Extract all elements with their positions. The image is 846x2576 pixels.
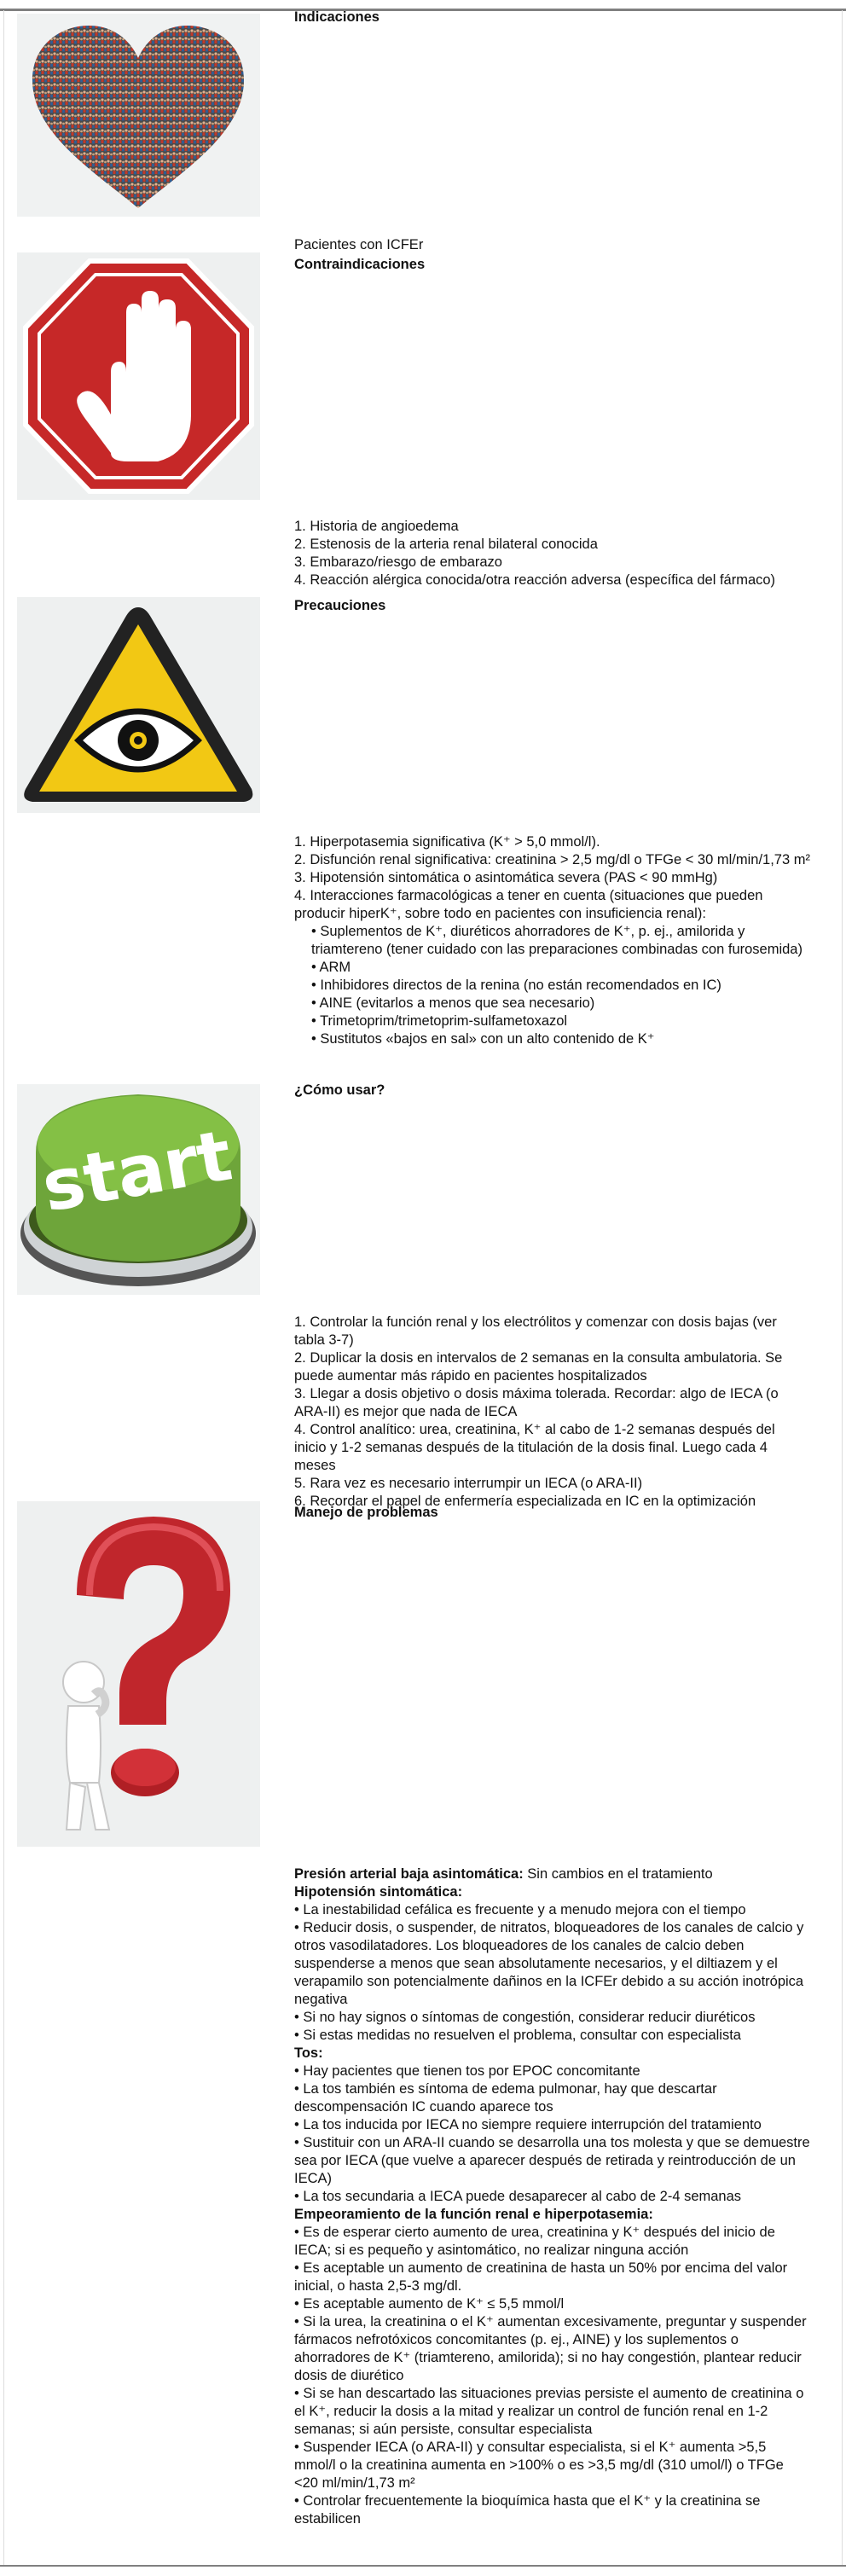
precauciones-sublist [294,923,810,1048]
list-item: • Si no hay signos o síntomas de congestión, considerar reducir diuréticos [294,2010,756,2025]
stop-hand-image [17,252,260,500]
heading-contraindicaciones: Contraindicaciones [294,257,426,272]
start-button-image [17,1084,260,1295]
list-item: 1. Hiperpotasemia significativa (K⁺ > 5,0 mmol/l). [294,834,600,850]
list-item: 1. Historia de angioedema [294,519,459,534]
list-item: • Es aceptable aumento de K⁺ ≤ 5,5 mmol/l [294,2296,565,2312]
list-item: 4. Control analítico: urea, creatinina, K⁺ al cabo de 1-2 semanas después del inicio y 1-2 semanas después de la titulación de la dosis final. Luego cada 4 meses [294,1422,775,1473]
list-item: 2. Disfunción renal significativa: creatinina > 2,5 mg/dl o TFGe < 30 ml/min/1,73 m² [294,852,810,867]
indicaciones-text: Pacientes con ICFEr [294,237,424,252]
precauciones-list [294,833,810,923]
sub-item: • AINE (evitarlos a menos que sea necesario) [311,995,595,1011]
hipotension-heading: Hipotensión sintomática: [294,1884,463,1900]
start-label: start [36,1115,238,1228]
list-item: 6. Recordar el papel de enfermería especializada en IC en la optimización [294,1494,756,1509]
list-item: • Es aceptable un aumento de creatinina de hasta un 50% por encima del valor inicial, o hasta 2,5-3 mg/dl. [294,2260,788,2294]
list-item: 4. Interacciones farmacológicas a tener en cuenta (situaciones que pueden producir hiperK⁺, sobre todo en pacientes con insuficiencia renal): [294,888,763,921]
list-item: 3. Embarazo/riesgo de embarazo [294,554,502,570]
list-item: 1. Controlar la función renal y los electrólitos y comenzar con dosis bajas (ver tabla 3-7) [294,1314,777,1348]
sub-item: • Suplementos de K⁺, diuréticos ahorradores de K⁺, p. ej., amilorida y triamtereno (tener cuidado con las preparaciones combinadas con furosemida) [311,924,803,957]
sub-item: • Inhibidores directos de la renina (no están recomendados en IC) [311,978,721,993]
tos-list [294,2063,810,2206]
presion-line [294,1865,810,1883]
list-item: • La inestabilidad cefálica es frecuente y a menudo mejora con el tiempo [294,1902,746,1917]
list-item: • Sustituir con un ARA-II cuando se desarrolla una tos molesta y que se demuestre sea por IECA (que vuelve a aparecer después de retirada y reintroducción de un IECA) [294,2135,810,2186]
presion-text: Sin cambios en el tratamiento [523,1866,713,1882]
list-item: 2. Estenosis de la arteria renal bilateral conocida [294,537,598,552]
sub-item: • Trimetoprim/trimetoprim-sulfametoxazol [311,1013,568,1029]
list-item: • Suspender IECA (o ARA-II) y consultar especialista, si el K⁺ aumenta >5,5 mmol/l o la creatinina aumenta en >100% o es >3,5 mg/dl (310 umol/l) o TFGe <20 ml/min/1,73 m² [294,2440,784,2491]
list-item: 2. Duplicar la dosis en intervalos de 2 semanas en la consulta ambulatoria. Se puede aumentar más rápido en pacientes hospitalizados [294,1350,783,1384]
bottom-rule [0,2565,846,2567]
list-item: 3. Hipotensión sintomática o asintomática severa (PAS < 90 mmHg) [294,870,718,885]
eye-warning-image [17,597,260,813]
right-border [842,10,843,2565]
heading-indicaciones: Indicaciones [294,9,380,25]
list-item: • Hay pacientes que tienen tos por EPOC concomitante [294,2063,640,2079]
list-item: • Si estas medidas no resuelven el problema, consultar con especialista [294,2028,741,2043]
contraindicaciones-list [294,518,810,589]
renal-list [294,2224,810,2528]
sub-item: • ARM [311,960,351,975]
list-item: 4. Reacción alérgica conocida/otra reacción adversa (específica del fármaco) [294,572,776,588]
list-item: • La tos también es síntoma de edema pulmonar, hay que descartar descompensación IC cuando aparece tos [294,2081,717,2115]
heading-manejo: Manejo de problemas [294,1505,438,1520]
sub-item: • Sustitutos «bajos en sal» con un alto contenido de K⁺ [311,1031,655,1047]
list-item: • Si se han descartado las situaciones previas persiste el aumento de creatinina o el K⁺, reducir la dosis a la mitad y realizar un control de función renal en 1-2 semanas; si aún persiste, consultar especialista [294,2386,804,2437]
hipotension-list [294,1901,810,2045]
heading-como-usar: ¿Cómo usar? [294,1082,385,1098]
left-border [3,10,4,2565]
list-item: • La tos inducida por IECA no siempre requiere interrupción del tratamiento [294,2117,762,2132]
question-mark-image [17,1501,260,1847]
list-item: 3. Llegar a dosis objetivo o dosis máxima tolerada. Recordar: algo de IECA (o ARA-II) es mejor que nada de IECA [294,1386,779,1419]
list-item: • Es de esperar cierto aumento de urea, creatinina y K⁺ después del inicio de IECA; si es pequeño y asintomático, no realizar ninguna acción [294,2225,775,2258]
list-item: • Controlar frecuentemente la bioquímica hasta que el K⁺ y la creatinina se estabilicen [294,2493,761,2527]
renal-heading: Empeoramiento de la función renal e hiperpotasemia: [294,2207,653,2222]
tos-heading: Tos: [294,2045,323,2061]
heading-precauciones: Precauciones [294,598,386,613]
list-item: • La tos secundaria a IECA puede desaparecer al cabo de 2-4 semanas [294,2189,742,2204]
crowd-heart-image [17,14,260,217]
como-usar-list [294,1314,810,1511]
list-item: 5. Rara vez es necesario interrumpir un IECA (o ARA-II) [294,1476,643,1491]
list-item: • Reducir dosis, o suspender, de nitratos, bloqueadores de los canales de calcio y otros vasodilatadores. Los bloqueadores de los canales de calcio deben suspenderse a menos que sean absolutamente necesarios, y el diltiazem y el verapamilo son potencialmente dañinos en la ICFEr debido a su acción inotrópica negativa [294,1920,804,2007]
list-item: • Si la urea, la creatinina o el K⁺ aumentan excesivamente, preguntar y suspender fármacos nefrotóxicos concomitantes (p. ej., AINE) y los suplementos o ahorradores de K⁺ (triamtereno, amilorida); si no hay congestión, plantear reducir dosis de diurético [294,2314,807,2383]
presion-label: Presión arterial baja asintomática: [294,1866,524,1882]
